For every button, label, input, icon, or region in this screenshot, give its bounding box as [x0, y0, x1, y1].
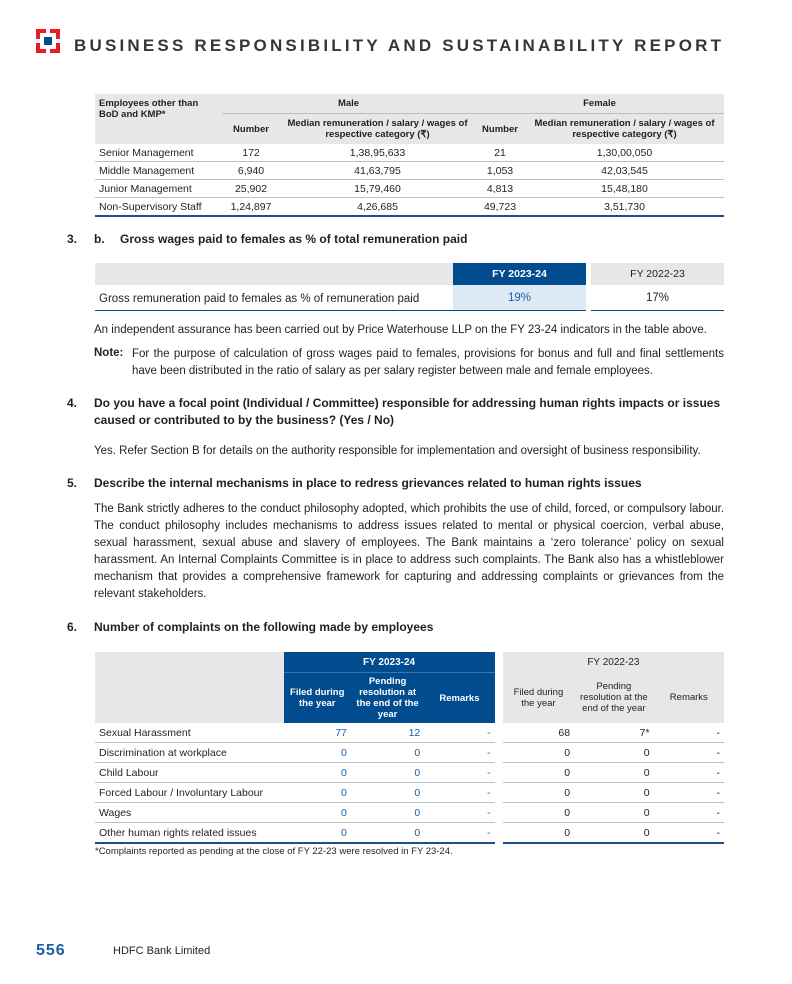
female-median: 1,30,00,050 — [525, 144, 724, 162]
prev-pending: 0 — [574, 803, 654, 823]
section-4-title-line2: caused or contributed to by the business? (Yes / No) — [94, 413, 395, 427]
prev-filed-header: Filed during the year — [503, 672, 574, 723]
female-number: 1,053 — [475, 162, 525, 180]
current-pending: 0 — [351, 823, 424, 844]
complaint-label: Sexual Harassment — [95, 723, 284, 743]
current-remarks: - — [424, 803, 494, 823]
table-row — [95, 198, 724, 217]
complaint-label: Discrimination at workplace — [95, 743, 284, 763]
prev-filed: 0 — [503, 743, 574, 763]
current-filed: 77 — [284, 723, 351, 743]
female-median: 42,03,545 — [525, 162, 724, 180]
table-row — [95, 723, 724, 743]
gross-wages-label: Gross remuneration paid to females as % of remuneration paid — [95, 285, 453, 311]
male-median: 15,79,460 — [280, 180, 475, 198]
prev-pending: 0 — [574, 743, 654, 763]
section-3-title: Gross wages paid to females as % of total remuneration paid — [120, 232, 468, 246]
prev-pending: 0 — [574, 823, 654, 844]
prev-filed: 0 — [503, 763, 574, 783]
male-header: Male — [222, 94, 475, 114]
current-filed: 0 — [284, 803, 351, 823]
complaint-label: Forced Labour / Involuntary Labour — [95, 783, 284, 803]
report-title: BUSINESS RESPONSIBILITY AND SUSTAINABILITY REPORT — [74, 36, 725, 55]
row-label: Junior Management — [95, 180, 222, 198]
current-pending-header: Pending resolution at the end of the year — [351, 672, 424, 723]
prev-remarks: - — [654, 723, 724, 743]
current-remarks: - — [424, 823, 494, 844]
section-5-number: 5. — [67, 476, 78, 490]
table-row — [95, 763, 724, 783]
prev-filed: 0 — [503, 803, 574, 823]
current-remarks: - — [424, 763, 494, 783]
prev-pending: 0 — [574, 783, 654, 803]
female-median: 3,51,730 — [525, 198, 724, 217]
prev-pending: 0 — [574, 763, 654, 783]
current-remarks-header: Remarks — [424, 672, 494, 723]
complaints-category-header — [95, 652, 284, 723]
note-label: Note: — [94, 347, 124, 359]
table-row — [95, 803, 724, 823]
complaint-label: Other human rights related issues — [95, 823, 284, 844]
section-6-title: Number of complaints on the following made by employees — [94, 620, 434, 634]
category-header: Employees other than BoD and KMP* — [95, 94, 222, 144]
table-row — [95, 823, 724, 844]
row-label: Middle Management — [95, 162, 222, 180]
table-row — [95, 144, 724, 162]
male-median: 41,63,795 — [280, 162, 475, 180]
female-median: 15,48,180 — [525, 180, 724, 198]
fy-prev-value: 17% — [591, 285, 724, 311]
row-label: Senior Management — [95, 144, 222, 162]
section-6-number: 6. — [67, 620, 78, 634]
prev-filed: 0 — [503, 823, 574, 844]
female-number: 49,723 — [475, 198, 525, 217]
section-5-title: Describe the internal mechanisms in place to redress grievances related to human rights issues — [94, 476, 642, 490]
male-median: 1,38,95,633 — [280, 144, 475, 162]
prev-filed: 0 — [503, 783, 574, 803]
current-filed: 0 — [284, 743, 351, 763]
section-4-title-line1: Do you have a focal point (Individual / Committee) responsible for addressing human rights impacts or issues — [94, 396, 721, 410]
prev-remarks: - — [654, 763, 724, 783]
fy-prev-header: FY 2022-23 — [503, 652, 724, 672]
female-number: 4,813 — [475, 180, 525, 198]
male-number: 1,24,897 — [222, 198, 280, 217]
male-median-header: Median remuneration / salary / wages of respective category (₹) — [280, 114, 475, 144]
hdfc-bank-logo-icon — [36, 29, 60, 53]
table-row — [95, 180, 724, 198]
section-5-body: The Bank strictly adheres to the conduct philosophy adopted, which prohibits the use of child, forced, or compulsory labour. The conduct philosophy includes mechanisms to address issues related to mental or physical coercion, verbal abuse, sexual harassment, sexual abuse and slavery of employees. The Bank maintains a ‘zero tolerance’ policy on sexual harassment. An Internal Complaints Committee is in place to address such complaints. The Bank also has a whistleblower mechanism that provides a comprehensive framework for capturing and addressing complaints or grievances from the relevant stakeholders. — [94, 503, 724, 600]
complaint-label: Child Labour — [95, 763, 284, 783]
gross-wages-table — [95, 263, 724, 311]
prev-remarks: - — [654, 783, 724, 803]
prev-remarks: - — [654, 803, 724, 823]
gross-wages-empty-header — [95, 263, 453, 285]
row-label: Non-Supervisory Staff — [95, 198, 222, 217]
complaints-footnote: *Complaints reported as pending at the close of FY 22-23 were resolved in FY 23-24. — [95, 846, 453, 857]
fy-prev-header: FY 2022-23 — [591, 263, 724, 285]
company-name: HDFC Bank Limited — [113, 945, 211, 957]
current-pending: 0 — [351, 763, 424, 783]
remuneration-table — [95, 94, 724, 217]
current-filed: 0 — [284, 783, 351, 803]
fy-current-value: 19% — [453, 285, 586, 311]
note-text: For the purpose of calculation of gross wages paid to females, provisions for bonus and full and final settlements have been distributed in the ratio of salary as per salary register between male and female employees. — [132, 348, 724, 377]
section-4-answer: Yes. Refer Section B for details on the authority responsible for implementation and oversight of business responsibility. — [94, 445, 701, 457]
fy-current-header: FY 2023-24 — [453, 263, 586, 285]
current-filed: 0 — [284, 823, 351, 844]
current-remarks: - — [424, 723, 494, 743]
fy-current-header: FY 2023-24 — [284, 652, 495, 672]
section-3-number: 3. — [67, 232, 78, 246]
complaint-label: Wages — [95, 803, 284, 823]
female-header: Female — [475, 94, 724, 114]
prev-remarks: - — [654, 743, 724, 763]
male-number-header: Number — [222, 114, 280, 144]
current-pending: 12 — [351, 723, 424, 743]
male-number: 25,902 — [222, 180, 280, 198]
prev-remarks-header: Remarks — [654, 672, 724, 723]
male-number: 6,940 — [222, 162, 280, 180]
prev-filed: 68 — [503, 723, 574, 743]
female-number: 21 — [475, 144, 525, 162]
complaints-table — [95, 652, 724, 844]
section-3-sub: b. — [94, 232, 105, 246]
current-filed-header: Filed during the year — [284, 672, 351, 723]
prev-remarks: - — [654, 823, 724, 844]
current-remarks: - — [424, 743, 494, 763]
current-pending: 0 — [351, 803, 424, 823]
prev-pending-header: Pending resolution at the end of the year — [574, 672, 654, 723]
table-row — [95, 162, 724, 180]
male-number: 172 — [222, 144, 280, 162]
female-median-header: Median remuneration / salary / wages of respective category (₹) — [525, 114, 724, 144]
current-pending: 0 — [351, 743, 424, 763]
current-remarks: - — [424, 783, 494, 803]
table-row — [95, 783, 724, 803]
assurance-text: An independent assurance has been carried out by Price Waterhouse LLP on the FY 23-24 indicators in the table above. — [94, 324, 707, 336]
current-filed: 0 — [284, 763, 351, 783]
prev-pending: 7* — [574, 723, 654, 743]
table-row — [95, 743, 724, 763]
female-number-header: Number — [475, 114, 525, 144]
section-4-number: 4. — [67, 396, 78, 410]
current-pending: 0 — [351, 783, 424, 803]
male-median: 4,26,685 — [280, 198, 475, 217]
page-number: 556 — [36, 942, 66, 959]
